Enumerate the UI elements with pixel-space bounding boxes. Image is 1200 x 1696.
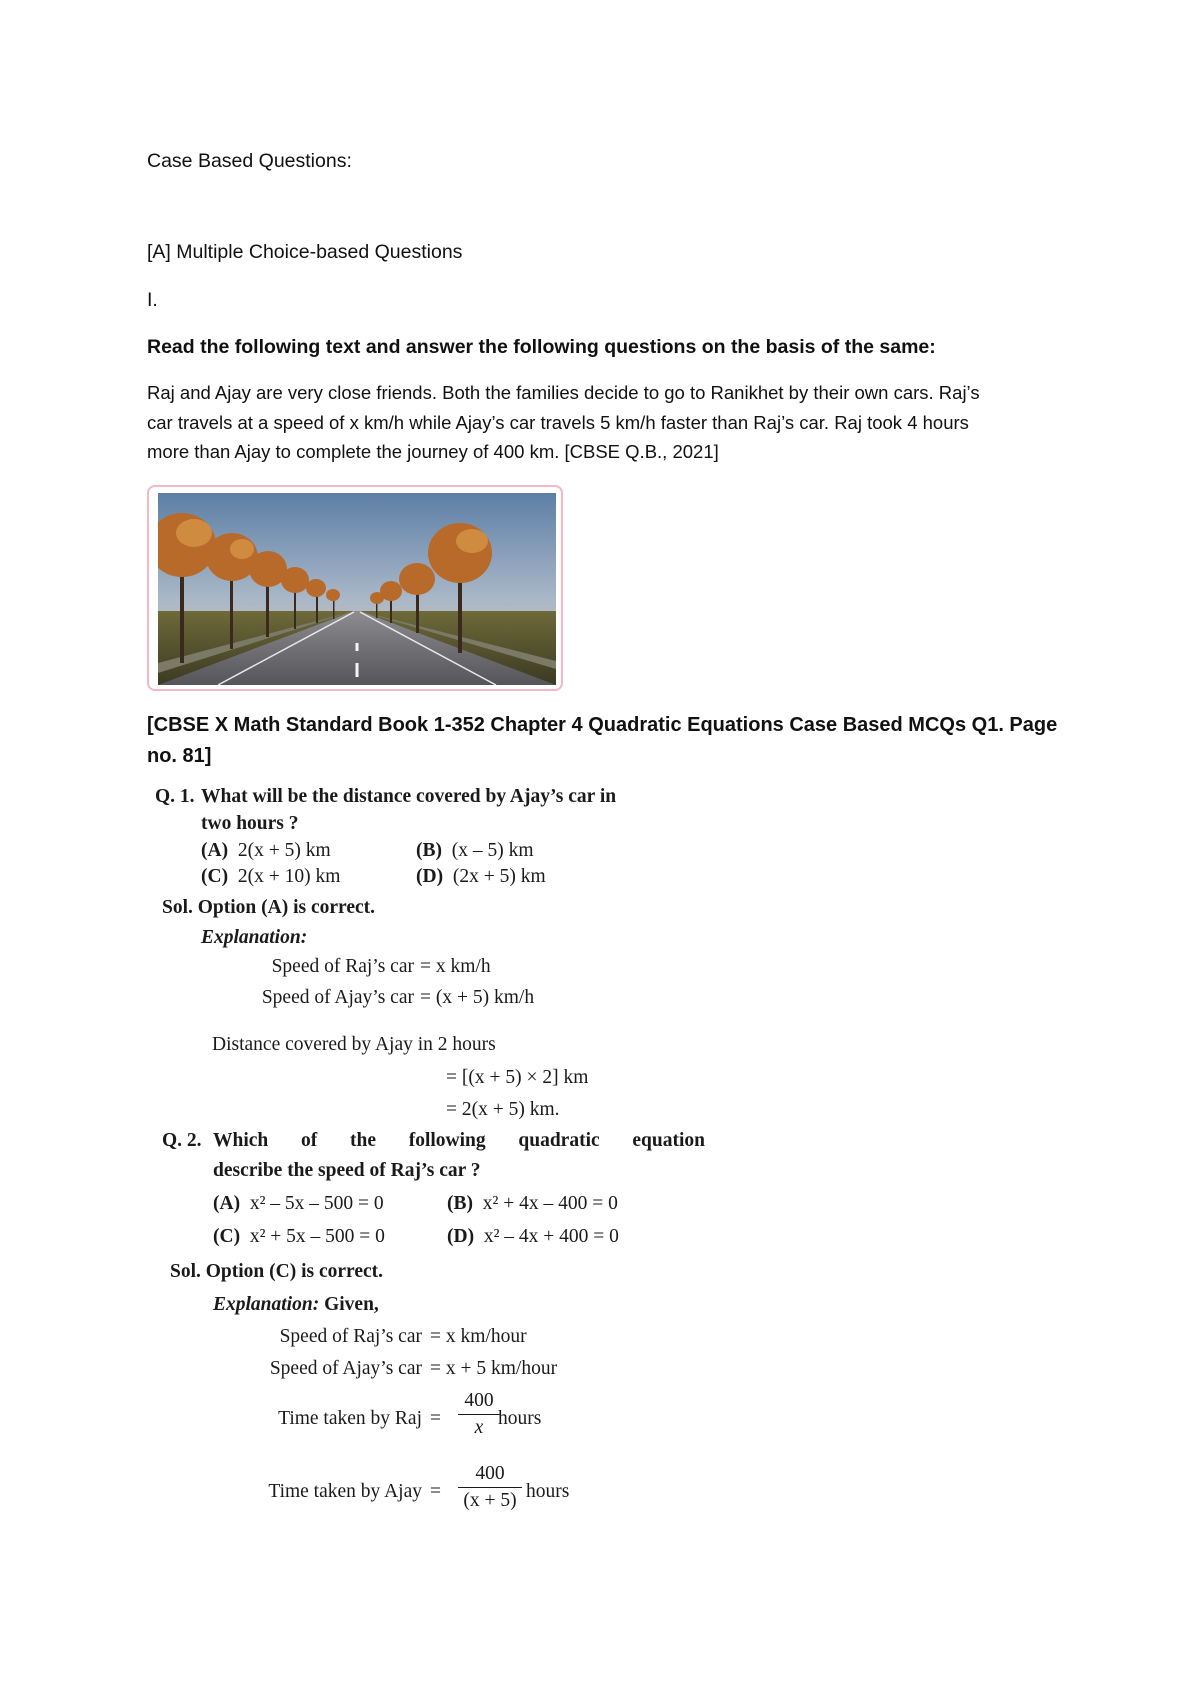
road-illustration bbox=[158, 493, 556, 685]
option-text: x² – 4x + 400 = 0 bbox=[483, 1226, 619, 1247]
time-ajay-label: Time taken by Ajay bbox=[268, 1481, 422, 1502]
option-label: (A) bbox=[201, 840, 229, 861]
q1-text-line1: What will be the distance covered by Ajay’s car in bbox=[201, 786, 617, 807]
source-caption bbox=[147, 710, 1077, 772]
fraction-denominator: x bbox=[474, 1417, 484, 1438]
fraction-denominator: (x + 5) bbox=[463, 1490, 517, 1511]
q1-step-rhs: = (x + 5) km/h bbox=[420, 987, 535, 1008]
time-raj-fraction bbox=[458, 1390, 500, 1439]
time-ajay-unit: hours bbox=[526, 1481, 570, 1502]
q1-step-lhs: Speed of Raj’s car bbox=[271, 956, 414, 977]
explanation-label: Explanation: bbox=[213, 1294, 320, 1315]
passage-line: more than Ajay to complete the journey of 400 km. [CBSE Q.B., 2021] bbox=[147, 441, 719, 462]
q1-step-lhs: Speed of Ajay’s car bbox=[261, 987, 414, 1008]
instruction-text: Read the following text and answer the following questions on the basis of the same: bbox=[147, 336, 936, 358]
option-text: x² + 4x – 400 = 0 bbox=[482, 1193, 618, 1214]
q1-explanation-label: Explanation: bbox=[201, 927, 308, 948]
road-image-frame bbox=[147, 485, 563, 691]
option-label: (B) bbox=[447, 1193, 473, 1214]
option-label: (C) bbox=[213, 1226, 241, 1247]
option-text: (x – 5) km bbox=[451, 840, 534, 861]
q1-step-rhs: = x km/h bbox=[420, 956, 491, 977]
q2-explanation bbox=[213, 1294, 379, 1316]
q2-step-rhs: = x + 5 km/hour bbox=[430, 1358, 558, 1379]
section-title: [A] Multiple Choice-based Questions bbox=[147, 241, 463, 263]
fraction-numerator: 400 bbox=[458, 1390, 500, 1415]
option-label: (A) bbox=[213, 1193, 241, 1214]
q2-step-lhs: Speed of Raj’s car bbox=[279, 1326, 422, 1347]
time-ajay-equals: = bbox=[430, 1481, 441, 1502]
option-label: (D) bbox=[447, 1226, 475, 1247]
q2-option-c bbox=[213, 1226, 385, 1248]
q2-option-a bbox=[213, 1193, 384, 1215]
q1-distance-line: Distance covered by Ajay in 2 hours bbox=[212, 1034, 496, 1055]
fraction-numerator: 400 bbox=[458, 1463, 522, 1488]
time-raj-unit: hours bbox=[498, 1408, 542, 1429]
q1-option-c bbox=[201, 866, 340, 888]
q2-step-lhs: Speed of Ajay’s car bbox=[269, 1358, 422, 1379]
q1-solution: Sol. Option (A) is correct. bbox=[162, 897, 376, 918]
passage-line: car travels at a speed of x km/h while Ajay’s car travels 5 km/h faster than Raj’s car. Raj took 4 hours bbox=[147, 411, 969, 433]
option-text: x² – 5x – 500 = 0 bbox=[249, 1193, 384, 1214]
time-raj-equals: = bbox=[430, 1408, 441, 1429]
option-label: (C) bbox=[201, 866, 229, 887]
passage-line: Raj and Ajay are very close friends. Both the families decide to go to Ranikhet by their own cars. Raj’s bbox=[147, 382, 980, 403]
explanation-given: Given, bbox=[324, 1294, 379, 1315]
q2-option-d bbox=[447, 1226, 619, 1248]
q1-text-line2: two hours ? bbox=[201, 813, 299, 834]
roman-numeral: I. bbox=[147, 289, 158, 311]
option-text: (2x + 5) km bbox=[452, 866, 546, 887]
q1-result-line: = 2(x + 5) km. bbox=[446, 1099, 560, 1120]
option-label: (B) bbox=[416, 840, 442, 861]
q2-option-b bbox=[447, 1193, 618, 1215]
q1-result-line: = [(x + 5) × 2] km bbox=[446, 1067, 589, 1088]
page-heading: Case Based Questions: bbox=[147, 150, 352, 172]
option-label: (D) bbox=[416, 866, 444, 887]
road-photo bbox=[158, 493, 556, 685]
q2-text-line1: Which of the following quadratic equation bbox=[213, 1130, 705, 1151]
q2-label: Q. 2. bbox=[162, 1130, 202, 1151]
q2-text-line2: describe the speed of Raj’s car ? bbox=[213, 1160, 481, 1181]
caption-line: [CBSE X Math Standard Book 1-352 Chapter 4 Quadratic Equations Case Based MCQs Q1. Page bbox=[147, 714, 1058, 736]
q1-label: Q. 1. bbox=[155, 786, 195, 807]
q1-option-d bbox=[416, 866, 546, 888]
q2-step-rhs: = x km/hour bbox=[430, 1326, 527, 1347]
option-text: 2(x + 10) km bbox=[237, 866, 341, 887]
q2-solution: Sol. Option (C) is correct. bbox=[170, 1261, 384, 1282]
time-ajay-fraction bbox=[458, 1463, 522, 1512]
time-raj-label: Time taken by Raj bbox=[278, 1408, 422, 1429]
option-text: x² + 5x – 500 = 0 bbox=[249, 1226, 385, 1247]
q1-option-b bbox=[416, 840, 534, 862]
passage bbox=[147, 378, 1067, 467]
q1-option-a bbox=[201, 840, 331, 862]
option-text: 2(x + 5) km bbox=[237, 840, 331, 861]
caption-line: no. 81] bbox=[147, 745, 212, 767]
